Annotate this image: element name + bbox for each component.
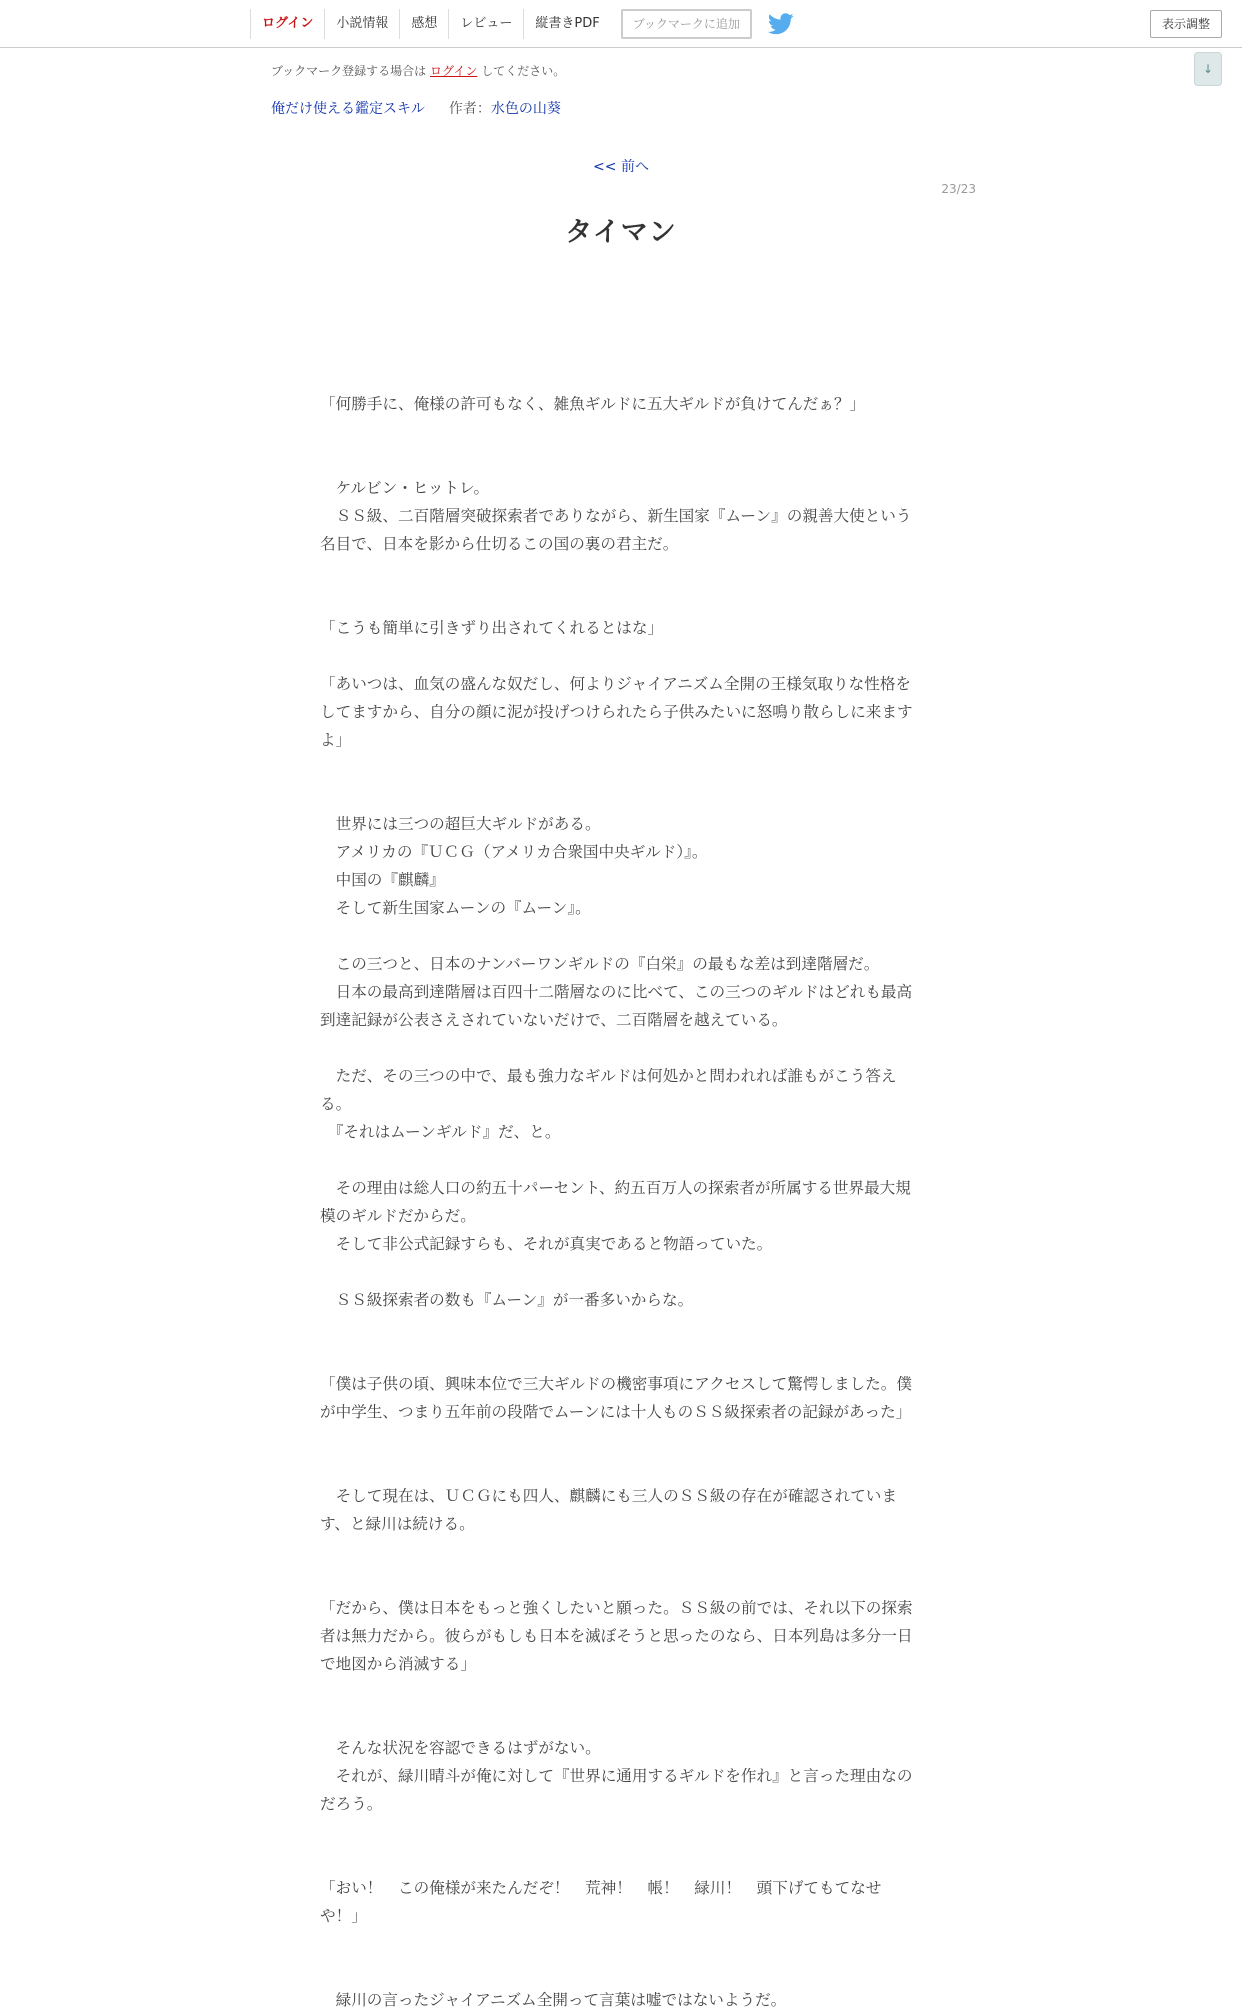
body-paragraph <box>320 782 920 810</box>
body-paragraph <box>320 1846 920 1874</box>
nav-novel-info[interactable]: 小説情報 <box>324 9 399 39</box>
body-paragraph: 「こうも簡単に引きずり出されてくれるとはな」 <box>320 619 664 637</box>
body-paragraph: そして新生国家ムーンの『ムーン』。 <box>320 899 591 917</box>
prev-page-link <box>0 156 1242 176</box>
body-paragraph <box>320 586 920 614</box>
scroll-down-button[interactable]: ↓ <box>1194 52 1222 86</box>
body-paragraph <box>320 1706 920 1734</box>
author-label: 作者： <box>448 101 491 117</box>
body-paragraph <box>320 754 920 782</box>
body-paragraph: そして現在は、ＵＣＧにも四人、麒麟にも三人のＳＳ級の存在が確認されています、と緑川は続ける。 <box>320 1487 897 1533</box>
add-bookmark-button[interactable]: ブックマークに追加 <box>621 9 752 39</box>
body-paragraph: ケルビン・ヒットレ。 <box>320 479 490 497</box>
nav-review[interactable]: レビュー <box>448 9 523 39</box>
twitter-bird-icon[interactable] <box>768 13 794 35</box>
body-paragraph <box>320 1958 920 1986</box>
page-counter: 23/23 <box>941 182 976 196</box>
novel-info-line <box>271 98 561 118</box>
body-paragraph <box>320 558 920 586</box>
body-paragraph: 「僕は子供の頃、興味本位で三大ギルドの機密事項にアクセスして驚愕しました。僕が中学生、つまり五年前の段階でムーンには十人ものＳＳ級探索者の記録があった」 <box>320 1375 912 1421</box>
body-paragraph <box>320 642 920 670</box>
body-paragraph: 「だから、僕は日本をもっと強くしたいと願った。ＳＳ級の前では、それ以下の探索者は無力だから。彼らがもしも日本を滅ぼそうと思ったのなら、日本列島は多分一日で地図から消滅する」 <box>320 1599 913 1673</box>
body-paragraph <box>320 1258 920 1286</box>
body-paragraph <box>320 334 920 362</box>
body-paragraph <box>320 1314 920 1342</box>
body-paragraph <box>320 362 920 390</box>
body-paragraph: 『それはムーンギルド』だ、と。 <box>320 1123 561 1141</box>
body-paragraph <box>320 446 920 474</box>
body-paragraph: アメリカの『ＵＣＧ（アメリカ合衆国中央ギルド）』。 <box>320 843 708 861</box>
novel-title-link[interactable]: 俺だけ使える鑑定スキル <box>271 101 425 117</box>
nav-login[interactable]: ログイン <box>250 9 324 39</box>
nav-impressions[interactable]: 感想 <box>399 9 448 39</box>
body-paragraph <box>320 1566 920 1594</box>
body-paragraph <box>320 1818 920 1846</box>
body-paragraph <box>320 418 920 446</box>
body-paragraph <box>320 922 920 950</box>
notice-login-link[interactable]: ログイン <box>429 64 478 78</box>
header-nav <box>250 9 794 39</box>
body-paragraph <box>320 1678 920 1706</box>
prev-page-anchor[interactable]: << 前へ <box>593 159 649 175</box>
body-paragraph <box>320 1930 920 1958</box>
chapter-body <box>320 334 920 2014</box>
body-paragraph: そして非公式記録すらも、それが真実であると物語っていた。 <box>320 1235 773 1253</box>
bookmark-login-notice <box>271 62 565 79</box>
display-adjust-button[interactable]: 表示調整 <box>1150 10 1222 38</box>
body-paragraph: 「おい！ この俺様が来たんだぞ！ 荒神！ 帳！ 緑川！ 頭下げてもてなせや！」 <box>320 1879 882 1925</box>
notice-text-before: ブックマーク登録する場合は <box>271 64 430 78</box>
body-paragraph: 「何勝手に、俺様の許可もなく、雑魚ギルドに五大ギルドが負けてんだぁ？」 <box>320 395 866 413</box>
body-paragraph: ただ、その三つの中で、最も強力なギルドは何処かと問われれば誰もがこう答える。 <box>320 1067 897 1113</box>
body-paragraph: その理由は総人口の約五十パーセント、約五百万人の探索者が所属する世界最大規模のギルドだからだ。 <box>320 1179 911 1225</box>
body-paragraph: 「あいつは、血気の盛んな奴だし、何よりジャイアニズム全開の王様気取りな性格をしてますから、自分の顔に泥が投げつけられたら子供みたいに怒鳴り散らしに来ますよ」 <box>320 675 913 749</box>
body-paragraph <box>320 1426 920 1454</box>
body-paragraph <box>320 1454 920 1482</box>
body-paragraph <box>320 1146 920 1174</box>
notice-text-after: してください。 <box>477 64 566 78</box>
body-paragraph <box>320 1342 920 1370</box>
author-block <box>449 98 561 118</box>
body-paragraph: 中国の『麒麟』 <box>320 871 445 889</box>
body-paragraph: この三つと、日本のナンバーワンギルドの『白栄』の最もな差は到達階層だ。 <box>320 955 880 973</box>
nav-vertical-pdf[interactable]: 縦書きPDF <box>523 9 610 39</box>
body-paragraph: そんな状況を容認できるはずがない。 <box>320 1739 601 1757</box>
chapter-title: タイマン <box>565 217 677 248</box>
body-paragraph: 日本の最高到達階層は百四十二階層なのに比べて、この三つのギルドはどれも最高到達記録が公表さえされていないだけで、二百階層を越えている。 <box>320 983 913 1029</box>
body-paragraph: ＳＳ級、二百階層突破探索者でありながら、新生国家『ムーン』の親善大使という名目で、日本を影から仕切るこの国の裏の君主だ。 <box>320 507 912 553</box>
body-paragraph <box>320 1538 920 1566</box>
body-paragraph: ＳＳ級探索者の数も『ムーン』が一番多いからな。 <box>320 1291 694 1309</box>
body-paragraph: それが、緑川晴斗が俺に対して『世界に通用するギルドを作れ』と言った理由なのだろう。 <box>320 1767 913 1813</box>
author-link[interactable]: 水色の山葵 <box>490 101 561 117</box>
body-paragraph: 世界には三つの超巨大ギルドがある。 <box>320 815 601 833</box>
top-navigation-bar <box>0 0 1242 48</box>
body-paragraph <box>320 1034 920 1062</box>
body-paragraph: 緑川の言ったジャイアニズム全開って言葉は嘘ではないようだ。 <box>320 1991 787 2009</box>
